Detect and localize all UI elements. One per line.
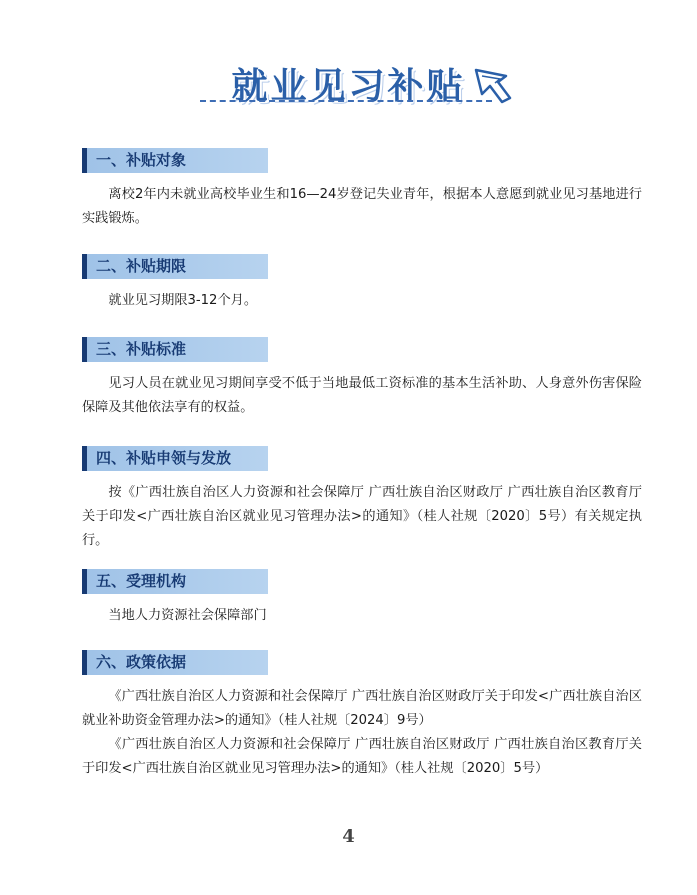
paragraph: 离校2年内未就业高校毕业生和16—24岁登记失业青年，根据本人意愿到就业见习基地进行实践锻炼。 [82,187,642,226]
section-heading: 四、补贴申领与发放 [82,446,268,471]
section-body [82,604,642,628]
section-heading: 一、补贴对象 [82,148,268,173]
section-body [82,685,642,781]
paragraph: 当地人力资源社会保障部门 [108,608,267,623]
section-subsidy-target [82,148,642,231]
arrow-icon [470,64,516,106]
section-heading: 五、受理机构 [82,569,268,594]
section-body [82,372,642,420]
page-title: 就业见习补贴 [231,66,466,107]
title-underline [200,100,492,102]
paragraph: 《广西壮族自治区人力资源和社会保障厅 广西壮族自治区财政厅 广西壮族自治区教育厅关于印发<广西壮族自治区就业见习管理办法>的通知》（桂人社规〔2020〕5号） [82,737,642,776]
page-number: 4 [342,826,355,847]
paragraph: 按《广西壮族自治区人力资源和社会保障厅 广西壮族自治区财政厅 广西壮族自治区教育厅关于印发<广西壮族自治区就业见习管理办法>的通知》（桂人社规〔2020〕5号）有关规定执行。 [82,485,642,548]
section-application [82,446,642,553]
paragraph: 就业见习期限3-12个月。 [108,293,258,308]
section-subsidy-period [82,254,642,313]
section-heading: 二、补贴期限 [82,254,268,279]
section-body [82,481,642,553]
section-policy-basis [82,650,642,781]
section-body [82,289,642,313]
section-subsidy-standard [82,337,642,420]
paragraph: 《广西壮族自治区人力资源和社会保障厅 广西壮族自治区财政厅关于印发<广西壮族自治区就业补助资金管理办法>的通知》（桂人社规〔2024〕9号） [82,689,642,728]
section-heading: 六、政策依据 [82,650,268,675]
section-agency [82,569,642,628]
section-body [82,183,642,231]
section-heading: 三、补贴标准 [82,337,268,362]
paragraph: 见习人员在就业见习期间享受不低于当地最低工资标准的基本生活补助、人身意外伤害保险保障及其他依法享有的权益。 [82,376,642,415]
